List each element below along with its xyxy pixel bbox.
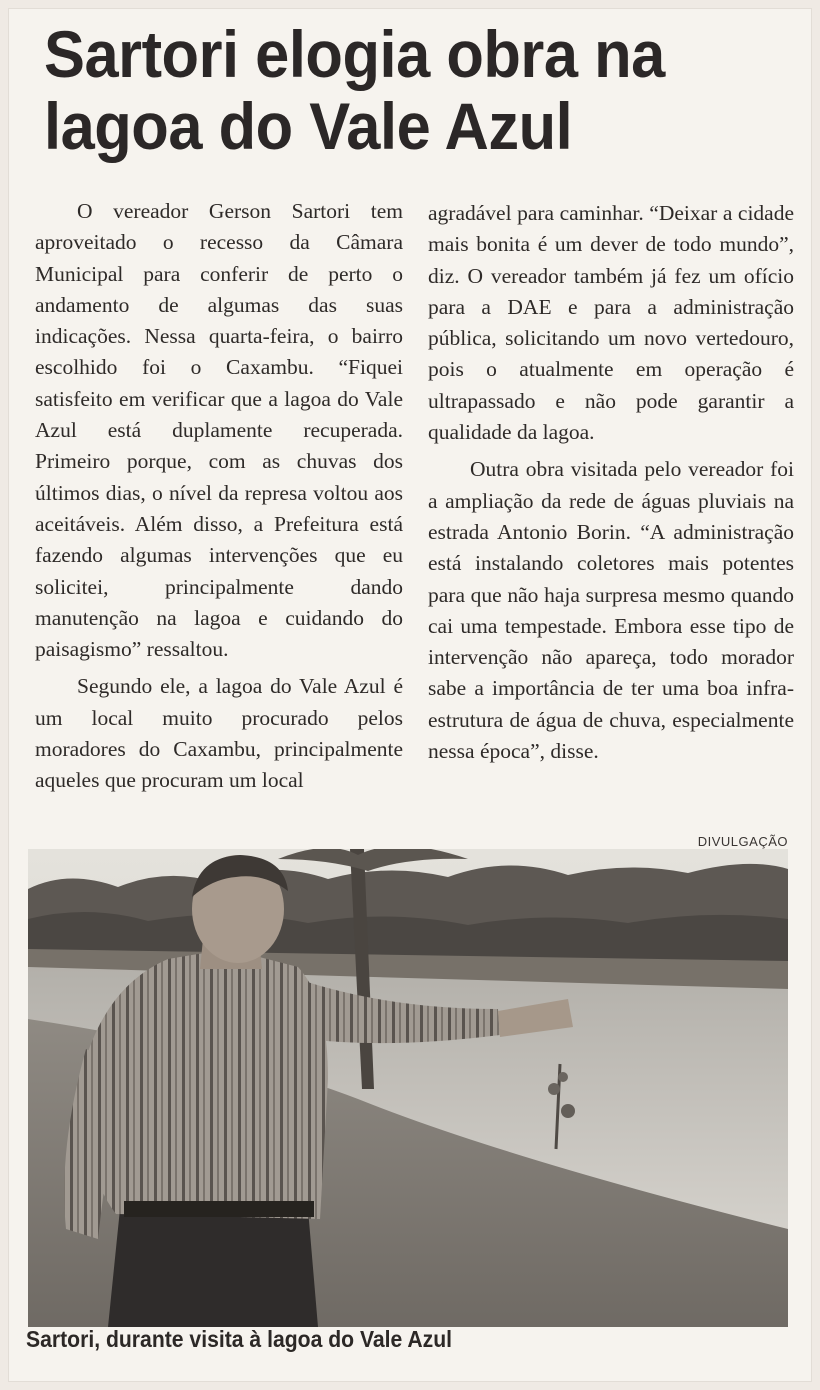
photo-caption: Sartori, durante visita à lagoa do Vale Azul — [26, 1326, 453, 1352]
article-paragraph: Segundo ele, a lagoa do Vale Azul é um local muito procurado pelos moradores do Caxambu, principalmente aqueles que procuram um local — [35, 674, 403, 793]
article-paragraph: O vereador Gerson Sartori tem aproveitado o recesso da Câmara Municipal para conferir de perto o andamento de algumas das suas indicações. Nessa quarta-feira, o bairro escolhido foi o Caxambu. “Fiquei satisfeito em verificar que a lagoa do Vale Azul está duplamente recuperada. Primeiro porque, com as chuvas dos últimos dias, o nível da represa voltou aos aceitáveis. Além disso, a Prefeitura está fazendo algumas intervenções que eu solicitei, principalmente dando manutenção na lagoa e cuidando do paisagismo” ressaltou. — [35, 199, 403, 662]
article-column-right — [428, 198, 794, 767]
article-headline: Sartori elogia obra na lagoa do Vale Azul — [44, 17, 665, 163]
article-paragraph: Outra obra visitada pelo vereador foi a ampliação da rede de águas pluviais na estrada Antonio Borin. “A administração está instalando coletores mais potentes para que não haja surpresa mesmo quando cai uma tempestade. Embora esse tipo de intervenção não apareça, todo morador sabe a importância de ter uma boa infra-estrutura de água de chuva, especialmente nessa época”, disse. — [428, 457, 794, 764]
article-photo — [28, 849, 788, 1327]
article-column-left — [35, 196, 403, 797]
photo-credit: DIVULGAÇÃO — [697, 834, 788, 849]
article-paragraph: agradável para caminhar. “Deixar a cidade mais bonita é um dever de todo mundo”, diz. O vereador também já fez um ofício para a DAE e para a administração pública, solicitando um novo vertedouro, pois o atualmente em operação é ultrapassado e não pode garantir a qualidade da lagoa. — [428, 201, 794, 445]
lagoon-scene-image — [28, 849, 788, 1327]
